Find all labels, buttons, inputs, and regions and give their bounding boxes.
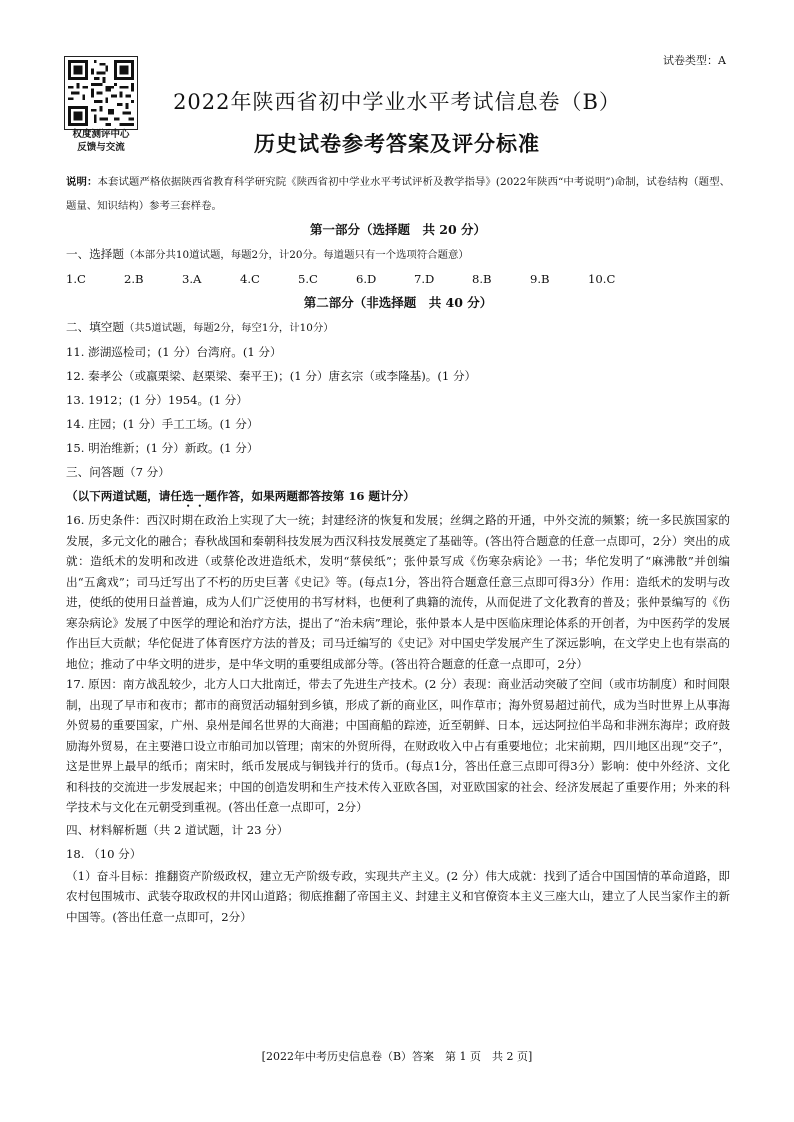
mc-note: （本部分共10道试题，每题2分，计20分。每道题只有一个选项符合题意）: [123, 249, 469, 261]
mc-answer: 2.B: [124, 272, 144, 286]
fill-answer: 13. 1912；(1 分）1954。(1 分）: [66, 393, 248, 407]
mc-answer: 4.C: [240, 272, 260, 286]
mc-answer: 10.C: [588, 272, 616, 286]
page-footer: [2022年中考历史信息卷（B）答案 第 1 页 共 2 页]: [261, 1050, 533, 1063]
mc-answer: 9.B: [530, 272, 550, 286]
analysis-section-title: 四、材料解析题（共 2 道试题，计 23 分）: [66, 822, 289, 837]
page-subtitle: 历史试卷参考答案及评分标准: [254, 131, 540, 156]
fill-answer: 12. 秦孝公（或嬴栗梁、赵栗梁、秦平王)；(1 分）唐玄宗（或李隆基)。(1 分）: [66, 369, 477, 383]
mc-answer: 6.D: [356, 272, 377, 286]
q18-part1-answer: （1）奋斗目标：推翻资产阶级政权，建立无产阶级专政，实现共产主义。(2 分）伟大成就：找到了适合中国国情的革命道路，即农村包围城市、武装夺取政权的井冈山道路；彻底推翻了帝国主义、封建主义和官僚资本主义三座大山，建立了人民当家作主的新中国等。(答出任意一点即可，2分）: [66, 868, 730, 924]
fill-note: （共5道试题，每题2分，每空1分，计10分）: [123, 322, 334, 334]
paper-type: 试卷类型：A: [663, 54, 726, 67]
mc-answer-row: [66, 267, 730, 291]
fill-answer: 11. 澎湖巡检司；(1 分）台湾府。(1 分）: [66, 345, 282, 359]
mc-answer: 1.C: [66, 272, 86, 286]
intro-label: 说明：: [66, 176, 98, 188]
mc-section-title: [66, 242, 730, 267]
qa-instruction: [66, 484, 730, 510]
answer-content: [66, 170, 730, 927]
qa-instruction-emphasis: 选一: [181, 489, 206, 503]
mc-answer: 3.A: [182, 272, 202, 286]
intro-note: [66, 170, 730, 218]
mc-title: 一、选择题: [66, 247, 124, 261]
qa-instruction-end: 题作答，如果两题都答按第 16 题计分）: [205, 489, 415, 503]
qa-instruction-start: （以下两道试题，请任: [66, 489, 182, 503]
qr-caption-org: 权度测评中心: [72, 129, 130, 140]
qr-caption-feedback: 反馈与交流: [77, 142, 125, 153]
part2-heading: 第二部分（非选择题 共 40 分）: [303, 295, 493, 310]
mc-answer: 7.D: [414, 272, 435, 286]
mc-answer: 5.C: [298, 272, 318, 286]
fill-title: 二、填空题: [66, 320, 124, 334]
page-title: 2022年陕西省初中学业水平考试信息卷（B）: [173, 90, 621, 114]
fill-answer: 15. 明治维新；(1 分）新政。(1 分）: [66, 441, 259, 455]
q18-heading: 18. （10 分）: [66, 846, 142, 861]
qa-section-title: 三、问答题（7 分）: [66, 465, 170, 479]
intro-text: 本套试题严格依据陕西省教育科学研究院《陕西省初中学业水平考试评析及教学指导》(2022年陕西“中考说明”)命制，试卷结构（题型、题量、知识结构）参考三套样卷。: [66, 176, 731, 212]
fill-answer: 14. 庄园；(1 分）手工工场。(1 分）: [66, 417, 259, 431]
q16-answer: 16. 历史条件：西汉时期在政治上实现了大一统；封建经济的恢复和发展；丝绸之路的开通，中外交流的频繁；统一多民族国家的发展，多元文化的融合；春秋战国和秦朝科技发展为西汉科技发展奠定了基础等。(答出符合题意的任意一点即可，2分）突出的成就：造纸术的发明和改进（或蔡伦改进造纸术，发明“蔡侯纸”；张仲景写成《伤寒杂病论》一书；华佗发明了“麻沸散”并创编出“五禽戏”；司马迁写出了不朽的历史巨著《史记》等。(每点1分，答出符合题意任意三点即可得3分）作用：造纸术的发明与改进，使纸的使用日益普遍，成为人们广泛使用的书写材料，也便利了典籍的流传，从而促进了文化教育的普及；张仲景编写的《伤寒杂病论》发展了中医学的理论和治疗方法，提出了“治未病”理论，张仲景本人是中医临床理论体系的开创者，为中医药学的发展作出巨大贡献；华佗促进了体育医疗方法的普及；司马迁编写的《史记》对中国史学发展产生了深远影响，在文学史上也有崇高的地位；推动了中华文明的进步，是中华文明的重要组成部分等。(答出符合题意的任意一点即可，2分）: [66, 513, 730, 671]
q17-answer: 17. 原因：南方战乱较少，北方人口大批南迁，带去了先进生产技术。(2 分）表现：商业活动突破了空间（或市坊制度）和时间限制，出现了早市和夜市；都市的商贸活动辐射到乡镇，形成了新的商业区，叫作草市；海外贸易超过前代，成为当时世界上从事海外贸易的重要国家，广州、泉州是闻名世界的大商港；中国商船的踪迹，近至朝鲜、日本，远达阿拉伯半岛和非洲东海岸；政府鼓励海外贸易，在主要港口设立市舶司加以管理；南宋的外贸所得，在财政收入中占有重要地位；北宋前期，四川地区出现“交子”，这是世界上最早的纸币；南宋时，纸币发展成与铜钱并行的货币。(每点1分，答出任意三点即可得3分）影响：使中外经济、文化和科技的交流进一步发展起来；中国的创造发明和生产技术传入亚欧各国，对亚欧国家的社会、经济发展起了重要作用；外来的科学技术与文化在元朝受到重视。(答出任意一点即可，2分）: [66, 677, 730, 814]
fill-section-title: [66, 315, 730, 340]
part1-heading: 第一部分（选择题 共 20 分）: [309, 222, 487, 237]
mc-answer: 8.B: [472, 272, 492, 286]
